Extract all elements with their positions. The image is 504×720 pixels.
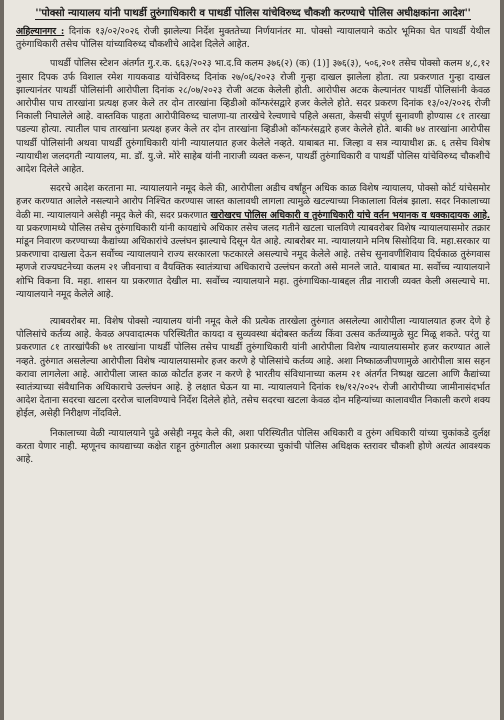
paragraph-case-details: पाथर्डी पोलिस स्टेशन अंतर्गत गु.र.क. ६६३/२०२३ भा.द.वि कलम ३७६(२) (क) (1)] ३७६(३), ५०६,२०१ तसेच पोक्सो कलम ४,८,१२ नुसार दिपक उर्फ विशाल रमेश गायकवाड यांचेविरुध्द दिनांक २७/०६/२०२३ रोजी गुन्हा दाखल झालेला होता. त्या प्रकरणात गुन्हा दाखल झाल्यानंतर पाथर्डी पोलिसांनी आरोपीला दिनांक २८/०७/२०२३ रोजी अटक केलेली होती. आरोपीस अटक केल्यानंतर पाथर्डी पोलिसांनी केवळ आरोपीस पाच तारखांना प्रत्यक्ष हजर केले तर दोन तारखांना व्हिडीओ कॉन्फरंसद्वारे हजर केलेले होते. सदर प्रकरण दिनांक १३/०२/२०२६ रोजी निकाली निघालेले आहे. वास्तविक पाहता आरोपीविरुध्द चालणा-या तारखेचे रेल्वणाचे पहिले असता, केसची संपूर्ण सुनावणी होण्यास ८१ तारखा पडल्या होत्या. त्यातील पाच तारखांना प्रत्यक्ष हजर केले तर दोन तारखांना व्हिडीओ कॉन्फरंसद्वारे हजर केलेले होते. बाकी ७४ तारखांना आरोपीस पाथर्डी पोलिसांनी अथवा पाथर्डी तुरुंगाधिकारी यांनी न्यायालयात हजर केलेले नव्हते. याबाबत मा. जिल्हा व सत्र न्यायाधीश क्र. ६ तसेच विशेष न्यायाधीश जलदगती न्यायालय, मा. डॉ. यु.जे. मोरे साहेब यांनी नाराजी व्यक्त करून, पाथर्डी तुरुंगाधिकारी व पाथर्डी पोलिस यांचेविरुध्द चौकशीचे आदेश दिलेले आहेत. [16, 58, 490, 176]
paragraph-intro [16, 25, 490, 51]
intro-text: दिनांक १३/०२/२०२६ रोजी झालेल्या निर्देश मुक्ततेच्या निर्णयानंतर मा. पोक्सो न्यायालयाने कठोर भूमिका घेत पाथर्डी येथील तुरुंगाधिकारी तसेच पोलिस यांच्याविरुध्द चौकशीचे आदेश दिलेले आहेत. [16, 26, 490, 51]
paragraph-court-observations: सदरचे आदेश करताना मा. न्यायालयाने नमूद केले की, आरोपीला अडीच वर्षांहून अधिक काळ विशेष न्यायालय, पोक्सो कोर्ट यांचेसमोर हजर करण्यात आलेले नसल्याने आरोप निश्चित करण्यास जास्त कालावधी लागला त्यामुळे खटल्याच्या निकालाला विलंब झाला. सदर निकालाच्या वेळी मा. न्यायालयाने असेही नमूद केले की, सदर प्रकरणात खरोखरच पोलिस अधिकारी व तुरुंगाधिकारी यांचे वर्तन भयानक व धक्कादायक आहे. या प्रकरणामध्ये पोलिस तसेच तुरुंगाधिकारी यांनी कायद्यांचे अधिकार तसेच जलद गतीने खटला चालविणे त्याबवरोबर विशेष न्यायालयासमोर तक्रार मांडून निवारण करण्याच्या कैद्यांच्या अधिकारांचे उल्लंघन झाल्याचे दिसून येत आहे. त्याबरोबर मा. न्यायालयाने मनिष सिसोदिया वि. महा.सरकार या प्रकरणाचा दाखला देऊन सर्वोच्च न्यायालयाने राज्य सरकारला फटकारले असल्याचे नमूद केलेले आहे. तसेच सुनावणीशिवाय दिर्घकाळ तुरुंगवास म्हणजे राज्यघटनेच्या कलम २१ जीवनाचा व वैयक्तिक स्वातंत्र्याचा अधिकाराचे उल्लंघन करतो असे मानले जाते. याबाबत मा. सर्वोच्च न्यायालयाने शोभि विकना वि. महा. शासन या प्रकरणात देखील मा. सर्वोच्च न्यायालयाने महा. तुरुंगाधिका-याबद्दल तीव्र नाराजी व्यक्त केली असल्याचे मा. न्यायालयाने नमूद केलेले आहे. [16, 183, 490, 300]
paragraph-conclusion: निकालाच्या वेळी न्यायालयाने पुढे असेही नमूद केले की, अशा परिस्थितीत पोलिस अधिकारी व तुरुंग अधिकारी यांच्या चुकांकडे दुर्लक्ष करता येणार नाही. म्हणूनच कायद्याच्या कक्षेत राहून तुरुंगातील अशा प्रकारच्या चुकांची पोलिस अधिक्षक स्तरावर चौकशी होणे अत्यंत आवश्यक आहे. [16, 427, 490, 466]
paragraph-court-duty: त्याबवरोबर मा. विशेष पोक्सो न्यायालय यांनी नमूद केले की प्रत्येक तारखेला तुरुंगात असलेल्या आरोपीला न्यायालयात हजर देणे हे पोलिसांचे कर्तव्य आहे. केवळ अपवादात्मक परिस्थितीत कायदा व सुव्यवस्था बंदोबस्त कर्तव्य किंवा उत्सव कर्तव्यामुळे सुट मिळू शकते. परंतु या प्रकरणात ८१ तारखांपैकी ७१ तारखांना पाथर्डी पोलिस तसेच पाथर्डी तुरुंगाधिकारी यांनी आरोपीला विशेष न्यायालयासमोर हजर करण्यात आले नव्हते. तुरुंगात असलेल्या आरोपीला विशेष न्यायालयासमोर हजर करणे हे पोलिसांचे कर्तव्य आहे. अशा निष्काळजीपणामुळे आरोपीला त्रास सहन करावा लागलेला आहे. आरोपीला जास्त काळ कोर्टात हजर न करणे हे भारतीय संविधानाच्या कलम २१ अंतर्गत निष्पक्ष खटला आणि कैद्यांच्या स्वातंत्र्याच्या संवैधानिक अधिकाराचे उल्लंघन आहे. हे लक्षात घेऊन या मा. न्यायालयाने दिनांक १७/१२/२०२५ रोजी आरोपीच्या जामीनासंदर्भात आदेश देताना सदरचा खटला दररोज चालविण्याचे निर्देश दिलेले होते, तसेच सदरचा खटला केवळ दोन महिन्यांच्या कालावधीत निकाली करणे शक्य होईल, असेही निरीक्षण नोंदविले. [16, 316, 490, 420]
headline: ''पोक्सो न्यायालय यांनी पाथर्डी तुरुंगाधिकारी व पाथर्डी पोलिस यांचेविरुध्द चौकशी करण्याचे पोलिस अधीक्षकांना आदेश'' [35, 7, 471, 19]
document-page [4, 0, 500, 720]
emphasized-statement: खरोखरच पोलिस अधिकारी व तुरुंगाधिकारी यांचे वर्तन भयानक व धक्कादायक आहे. [210, 209, 490, 221]
dateline-label: अहिल्यानगर : [16, 26, 65, 37]
